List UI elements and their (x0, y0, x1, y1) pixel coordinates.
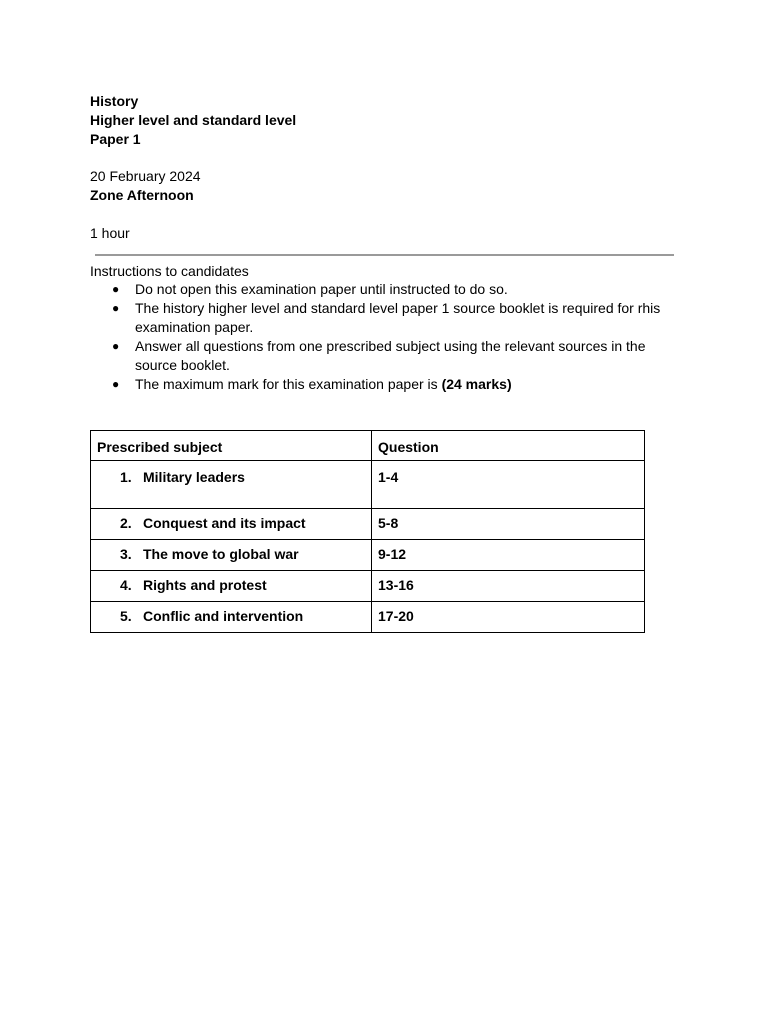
instruction-item (112, 280, 672, 299)
table-row (91, 461, 645, 509)
instruction-text: Answer all questions from one prescribed subject using the relevant sources in the source booklet. (135, 338, 646, 373)
subject-number: 2. (120, 515, 132, 531)
table-row (91, 540, 645, 571)
exam-zone: Zone Afternoon (90, 187, 194, 203)
question-cell: 5-8 (372, 509, 645, 540)
column-header-subject: Prescribed subject (91, 431, 372, 461)
table-row (91, 509, 645, 540)
paper-title: Paper 1 (90, 131, 141, 147)
subject-cell (91, 571, 372, 602)
instruction-item (112, 375, 672, 394)
subject-cell (91, 509, 372, 540)
question-cell: 9-12 (372, 540, 645, 571)
subject-cell (91, 602, 372, 633)
subject-number: 1. (120, 469, 132, 485)
level-title: Higher level and standard level (90, 112, 297, 128)
subject-number: 3. (120, 546, 132, 562)
bullet-icon: ● (112, 282, 120, 296)
subject-name: Conflic and intervention (143, 608, 304, 624)
instruction-text: The history higher level and standard level paper 1 source booklet is required for rhis examination paper. (135, 300, 661, 335)
horizontal-divider (95, 254, 674, 256)
question-cell: 17-20 (372, 602, 645, 633)
question-cell: 13-16 (372, 571, 645, 602)
table-header-row (91, 431, 645, 461)
instruction-item (112, 337, 672, 375)
table-row (91, 571, 645, 602)
exam-date: 20 February 2024 (90, 168, 201, 184)
bullet-icon: ● (112, 377, 120, 391)
instructions-list (112, 280, 672, 394)
exam-duration: 1 hour (90, 225, 130, 241)
question-cell: 1-4 (372, 461, 645, 509)
subject-name: Military leaders (143, 469, 245, 485)
prescribed-subjects-table (90, 430, 645, 633)
instructions-title: Instructions to candidates (90, 263, 249, 279)
subject-number: 5. (120, 608, 132, 624)
instruction-item (112, 299, 672, 337)
subject-name: The move to global war (143, 546, 299, 562)
column-header-question: Question (372, 431, 645, 461)
subject-title: History (90, 93, 139, 109)
instruction-text: Do not open this examination paper until instructed to do so. (135, 281, 508, 297)
subject-name: Conquest and its impact (143, 515, 306, 531)
subject-cell (91, 461, 372, 509)
bullet-icon: ● (112, 339, 120, 353)
subject-name: Rights and protest (143, 577, 267, 593)
max-marks: (24 marks) (441, 376, 512, 392)
subject-cell (91, 540, 372, 571)
subject-number: 4. (120, 577, 132, 593)
instruction-text: The maximum mark for this examination paper is (135, 376, 442, 392)
table-row (91, 602, 645, 633)
bullet-icon: ● (112, 301, 120, 315)
